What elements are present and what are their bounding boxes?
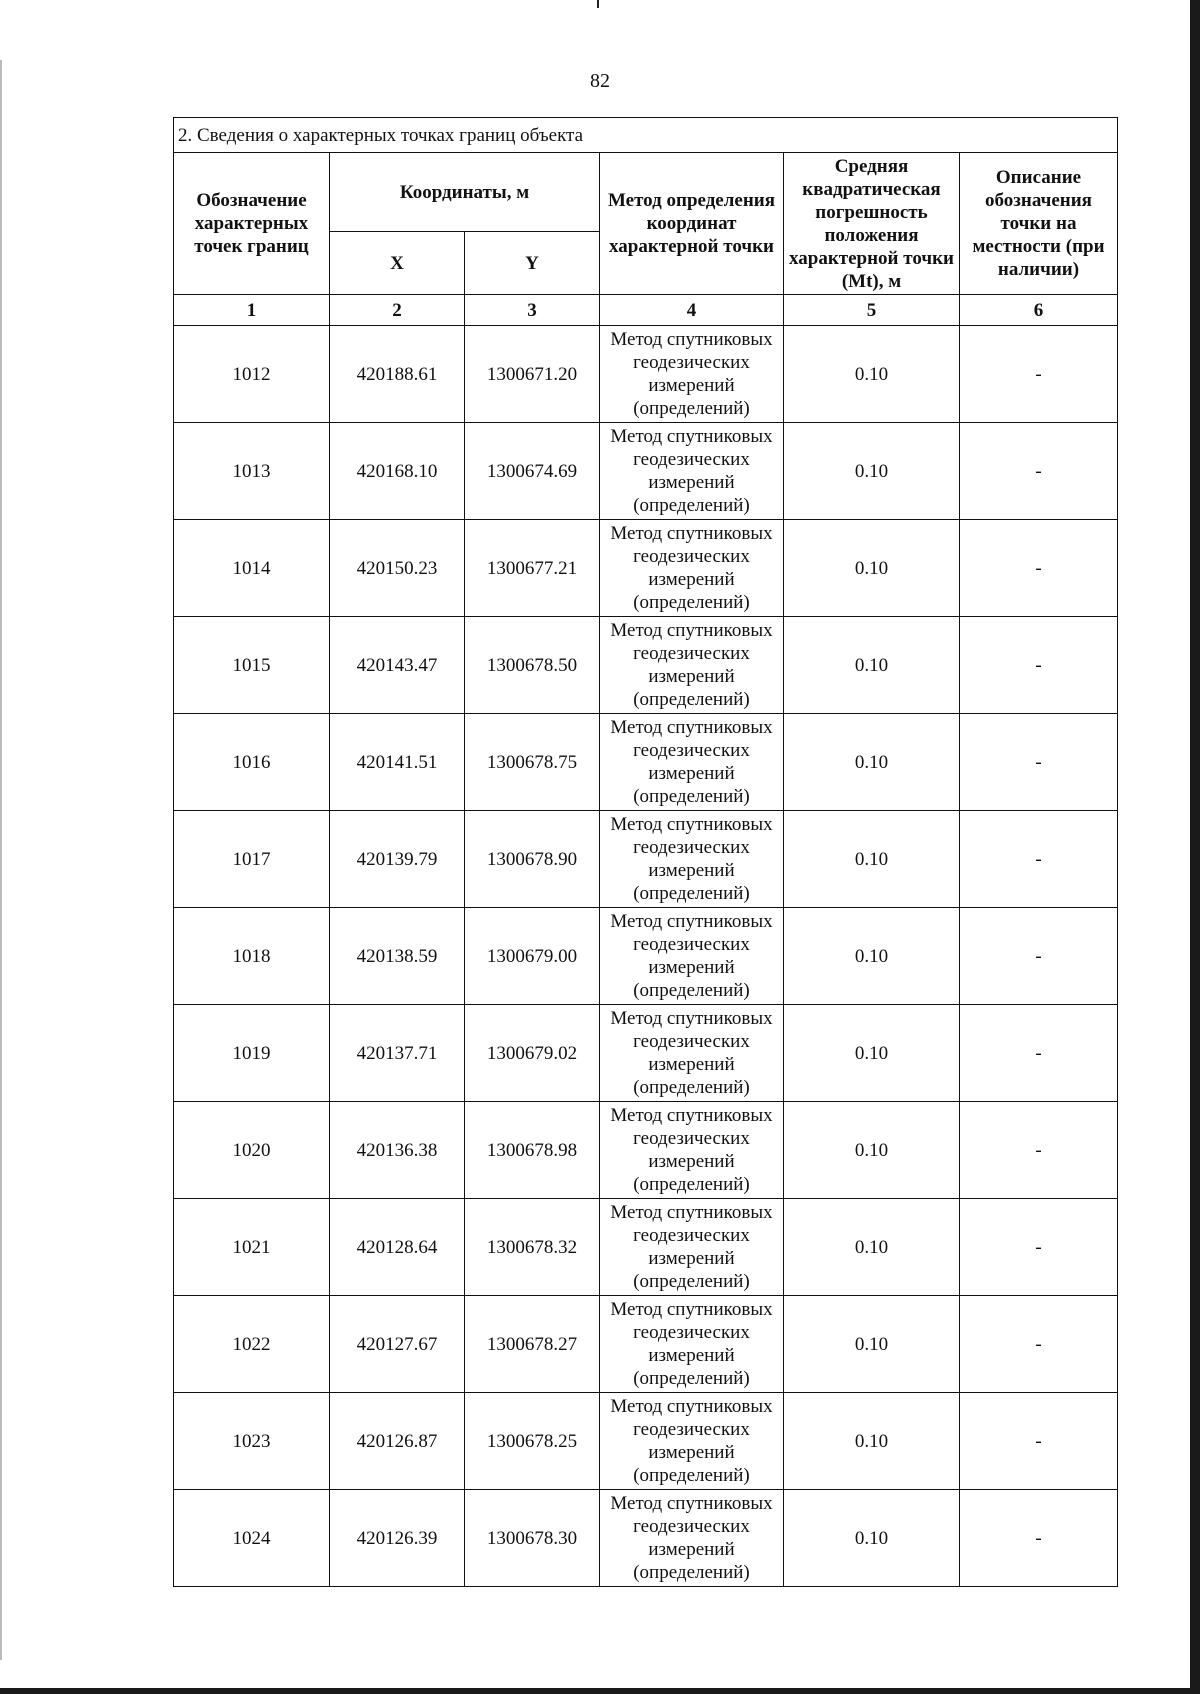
cell-point-id: 1013	[174, 423, 330, 520]
cell-method: Метод спутниковых геодезических измерений (определений)	[600, 714, 784, 811]
scan-mark	[597, 0, 599, 8]
cell-y: 1300678.30	[465, 1490, 600, 1587]
cell-description: -	[960, 326, 1118, 423]
cell-description: -	[960, 714, 1118, 811]
header-point-designation: Обозначение характерных точек границ	[174, 153, 330, 295]
column-number-2: 2	[330, 295, 465, 326]
header-description: Описание обозначения точки на местности (при наличии)	[960, 153, 1118, 295]
header-coordinates: Координаты, м	[330, 153, 600, 232]
cell-x: 420136.38	[330, 1102, 465, 1199]
column-number-1: 1	[174, 295, 330, 326]
table-row	[174, 811, 1118, 908]
section-title: 2. Сведения о характерных точках границ объекта	[174, 118, 1118, 153]
cell-x: 420168.10	[330, 423, 465, 520]
header-y: Y	[465, 232, 600, 295]
cell-point-id: 1018	[174, 908, 330, 1005]
cell-point-id: 1016	[174, 714, 330, 811]
cell-point-id: 1019	[174, 1005, 330, 1102]
cell-point-id: 1024	[174, 1490, 330, 1587]
cell-y: 1300678.90	[465, 811, 600, 908]
page-number: 82	[590, 70, 610, 92]
cell-method: Метод спутниковых геодезических измерений (определений)	[600, 326, 784, 423]
cell-point-id: 1020	[174, 1102, 330, 1199]
cell-method: Метод спутниковых геодезических измерений (определений)	[600, 1199, 784, 1296]
cell-description: -	[960, 1102, 1118, 1199]
cell-point-id: 1021	[174, 1199, 330, 1296]
column-number-4: 4	[600, 295, 784, 326]
table-row	[174, 520, 1118, 617]
cell-y: 1300678.32	[465, 1199, 600, 1296]
cell-description: -	[960, 423, 1118, 520]
table-row	[174, 326, 1118, 423]
scan-edge-bottom	[0, 1688, 1200, 1694]
cell-y: 1300679.02	[465, 1005, 600, 1102]
cell-y: 1300678.25	[465, 1393, 600, 1490]
table-row	[174, 1102, 1118, 1199]
cell-description: -	[960, 1393, 1118, 1490]
cell-x: 420138.59	[330, 908, 465, 1005]
table-row	[174, 617, 1118, 714]
table-row	[174, 1296, 1118, 1393]
cell-x: 420139.79	[330, 811, 465, 908]
table-row	[174, 908, 1118, 1005]
cell-description: -	[960, 1005, 1118, 1102]
cell-x: 420127.67	[330, 1296, 465, 1393]
cell-y: 1300677.21	[465, 520, 600, 617]
cell-description: -	[960, 520, 1118, 617]
cell-y: 1300678.50	[465, 617, 600, 714]
cell-method: Метод спутниковых геодезических измерений (определений)	[600, 1393, 784, 1490]
header-x: X	[330, 232, 465, 295]
table-row	[174, 1393, 1118, 1490]
column-number-5: 5	[784, 295, 960, 326]
cell-mean-error: 0.10	[784, 1199, 960, 1296]
cell-description: -	[960, 617, 1118, 714]
cell-description: -	[960, 908, 1118, 1005]
cell-point-id: 1012	[174, 326, 330, 423]
boundary-points-table	[173, 117, 1118, 1587]
cell-method: Метод спутниковых геодезических измерений (определений)	[600, 423, 784, 520]
cell-y: 1300679.00	[465, 908, 600, 1005]
table-row	[174, 1005, 1118, 1102]
cell-x: 420128.64	[330, 1199, 465, 1296]
cell-x: 420143.47	[330, 617, 465, 714]
header-method: Метод определения координат характерной точки	[600, 153, 784, 295]
cell-mean-error: 0.10	[784, 908, 960, 1005]
cell-y: 1300678.75	[465, 714, 600, 811]
cell-description: -	[960, 811, 1118, 908]
cell-method: Метод спутниковых геодезических измерений (определений)	[600, 617, 784, 714]
scan-edge-right	[1190, 0, 1200, 1694]
cell-mean-error: 0.10	[784, 423, 960, 520]
cell-y: 1300678.27	[465, 1296, 600, 1393]
column-number-3: 3	[465, 295, 600, 326]
cell-method: Метод спутниковых геодезических измерений (определений)	[600, 1296, 784, 1393]
cell-method: Метод спутниковых геодезических измерений (определений)	[600, 1102, 784, 1199]
cell-y: 1300678.98	[465, 1102, 600, 1199]
cell-x: 420126.87	[330, 1393, 465, 1490]
cell-mean-error: 0.10	[784, 714, 960, 811]
cell-description: -	[960, 1296, 1118, 1393]
cell-method: Метод спутниковых геодезических измерений (определений)	[600, 1005, 784, 1102]
cell-mean-error: 0.10	[784, 811, 960, 908]
cell-method: Метод спутниковых геодезических измерений (определений)	[600, 520, 784, 617]
cell-point-id: 1014	[174, 520, 330, 617]
cell-point-id: 1023	[174, 1393, 330, 1490]
cell-description: -	[960, 1490, 1118, 1587]
table-row	[174, 423, 1118, 520]
cell-mean-error: 0.10	[784, 520, 960, 617]
cell-mean-error: 0.10	[784, 1393, 960, 1490]
table-row	[174, 714, 1118, 811]
cell-x: 420188.61	[330, 326, 465, 423]
table-row	[174, 1199, 1118, 1296]
cell-mean-error: 0.10	[784, 617, 960, 714]
cell-point-id: 1015	[174, 617, 330, 714]
cell-point-id: 1022	[174, 1296, 330, 1393]
cell-mean-error: 0.10	[784, 1102, 960, 1199]
cell-method: Метод спутниковых геодезических измерений (определений)	[600, 908, 784, 1005]
cell-x: 420126.39	[330, 1490, 465, 1587]
cell-method: Метод спутниковых геодезических измерений (определений)	[600, 811, 784, 908]
cell-x: 420137.71	[330, 1005, 465, 1102]
scan-edge-left	[0, 60, 2, 1660]
header-mean-error: Средняя квадратическая погрешность положения характерной точки (Mt), м	[784, 153, 960, 295]
cell-mean-error: 0.10	[784, 326, 960, 423]
cell-point-id: 1017	[174, 811, 330, 908]
cell-mean-error: 0.10	[784, 1296, 960, 1393]
cell-mean-error: 0.10	[784, 1490, 960, 1587]
cell-x: 420150.23	[330, 520, 465, 617]
cell-x: 420141.51	[330, 714, 465, 811]
cell-y: 1300671.20	[465, 326, 600, 423]
table-row	[174, 1490, 1118, 1587]
cell-mean-error: 0.10	[784, 1005, 960, 1102]
column-number-6: 6	[960, 295, 1118, 326]
cell-description: -	[960, 1199, 1118, 1296]
cell-method: Метод спутниковых геодезических измерений (определений)	[600, 1490, 784, 1587]
cell-y: 1300674.69	[465, 423, 600, 520]
